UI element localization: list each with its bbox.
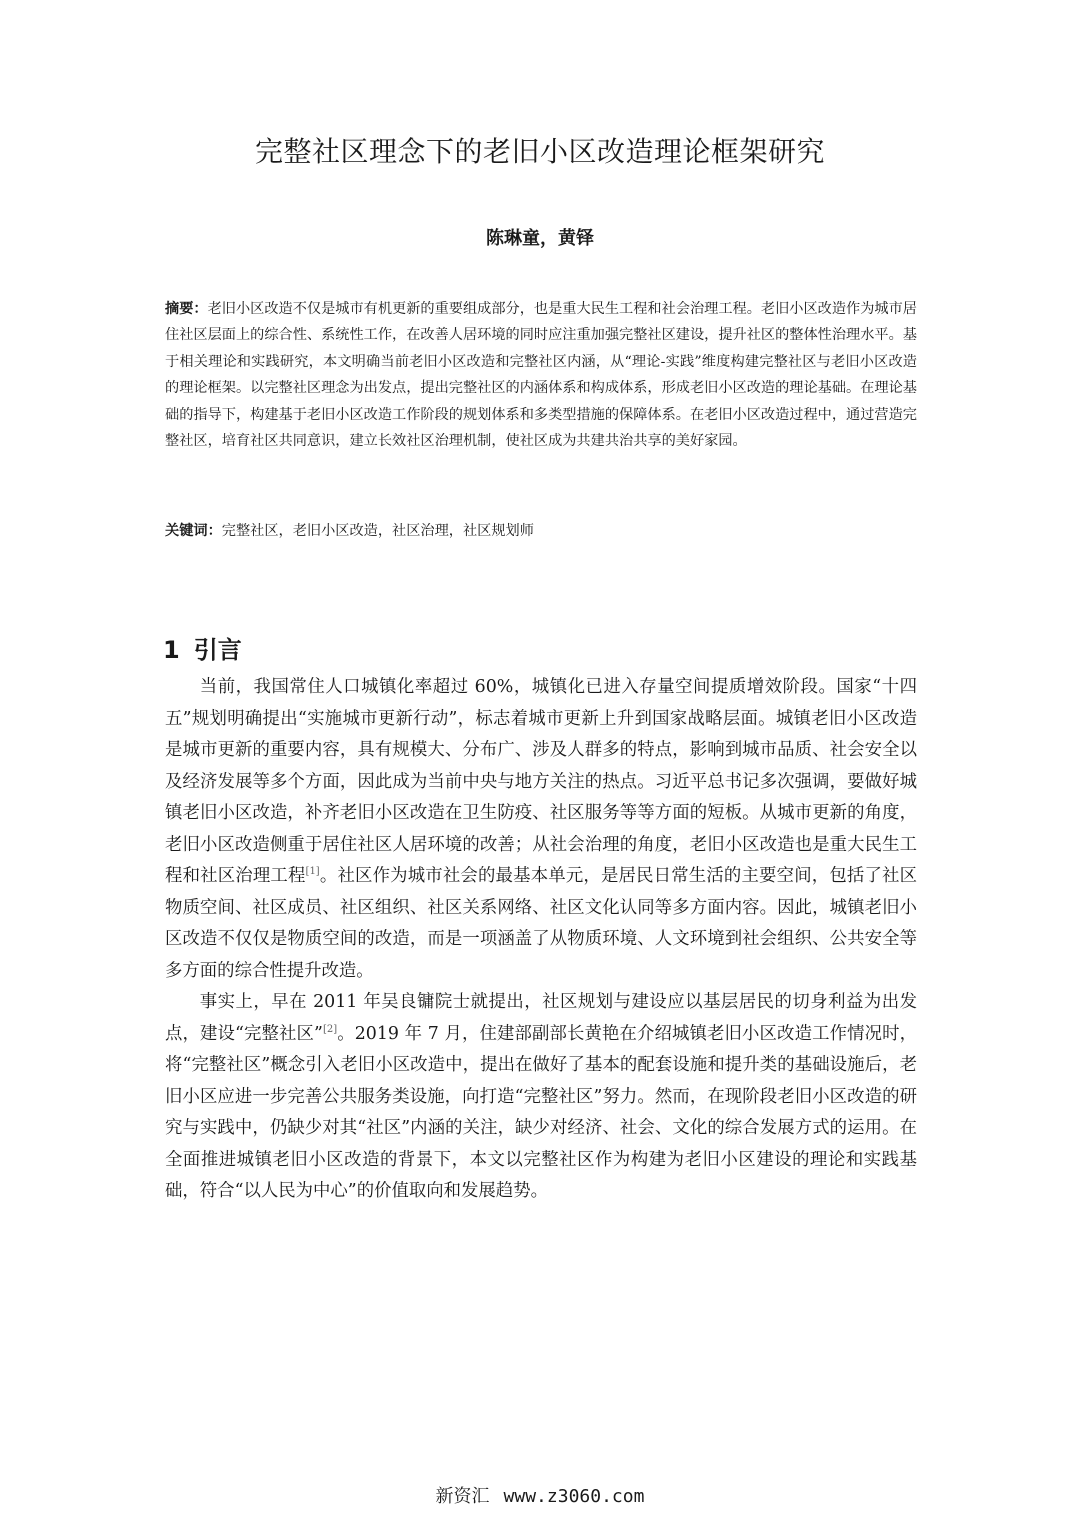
abstract-label: 摘要： [165, 301, 208, 317]
keywords-text: 完整社区，老旧小区改造，社区治理，社区规划师 [221, 523, 534, 539]
footer-site-name: 新资汇 [435, 1486, 490, 1507]
citation-ref[interactable]: [1] [305, 866, 320, 878]
paragraph-text: 。2019 年 7 月，住建部副部长黄艳在介绍城镇老旧小区改造工作情况时，将“完整社区”概念引入老旧小区改造中，提出在做好了基本的配套设施和提升类的基础设施后，老旧小区应进一步完善公共服务类设施，向打造“完整社区”努力。然而，在现阶段老旧小区改造的研究与实践中，仍缺少对其“社区”内涵的关注，缺少对经济、社会、文化的综合发展方式的运用。在全面推进城镇老旧小区改造的背景下，本文以完整社区作为构建为老旧小区建设的理论和实践基础，符合“以人民为中心”的价值取向和发展趋势。 [165, 1023, 917, 1201]
abstract-text: 老旧小区改造不仅是城市有机更新的重要组成部分，也是重大民生工程和社会治理工程。老旧小区改造作为城市居住社区层面上的综合性、系统性工作，在改善人居环境的同时应注重加强完整社区建设，提升社区的整体性治理水平。基于相关理论和实践研究，本文明确当前老旧小区改造和完整社区内涵，从“理论-实践”维度构建完整社区与老旧小区改造的理论框架。以完整社区理念为出发点，提出完整社区的内涵体系和构成体系，形成老旧小区改造的理论基础。在理论基础的指导下，构建基于老旧小区改造工作阶段的规划体系和多类型措施的保障体系。在老旧小区改造过程中，通过营造完整社区，培育社区共同意识，建立长效社区治理机制，使社区成为共建共治共享的美好家园。 [165, 301, 917, 450]
citation-ref[interactable]: [2] [322, 1023, 338, 1035]
keywords-block [165, 518, 917, 544]
paragraph-text: 当前，我国常住人口城镇化率超过 60%，城镇化已进入存量空间提质增效阶段。国家“十四五”规划明确提出“实施城市更新行动”，标志着城市更新上升到国家战略层面。城镇老旧小区改造是城市更新的重要内容，具有规模大、分布广、涉及人群多的特点，影响到城市品质、社会安全以及经济发展等多个方面，因此成为当前中央与地方关注的热点。习近平总书记多次强调，要做好城镇老旧小区改造，补齐老旧小区改造在卫生防疫、社区服务等等方面的短板。从城市更新的角度，老旧小区改造侧重于居住社区人居环境的改善；从社会治理的角度，老旧小区改造也是重大民生工程和社区治理工程 [165, 677, 917, 886]
body-paragraph [165, 987, 917, 1208]
paper-authors: 陈琳童，黄铎 [486, 228, 594, 249]
section-heading [163, 630, 242, 665]
page-footer [0, 1482, 1080, 1508]
section-body [165, 672, 917, 1208]
body-paragraph [165, 672, 917, 987]
abstract-block [165, 296, 917, 454]
paragraph-text: 。社区作为城市社会的最基本单元，是居民日常生活的主要空间，包括了社区物质空间、社区成员、社区组织、社区关系网络、社区文化认同等多方面内容。因此，城镇老旧小区改造不仅仅是物质空间的改造，而是一项涵盖了从物质环境、人文环境到社会组织、公共安全等多方面的综合性提升改造。 [165, 866, 917, 981]
section-number: 1 [163, 636, 180, 664]
footer-url[interactable]: www.z3060.com [503, 1486, 645, 1507]
paper-title: 完整社区理念下的老旧小区改造理论框架研究 [254, 135, 825, 168]
keywords-label: 关键词： [165, 523, 222, 539]
paragraph-text: 事实上，早在 2011 年吴良镛院士就提出，社区规划与建设应以基层居民的切身利益为出发点，建设“完整社区” [165, 992, 917, 1044]
section-title: 引言 [193, 636, 242, 664]
